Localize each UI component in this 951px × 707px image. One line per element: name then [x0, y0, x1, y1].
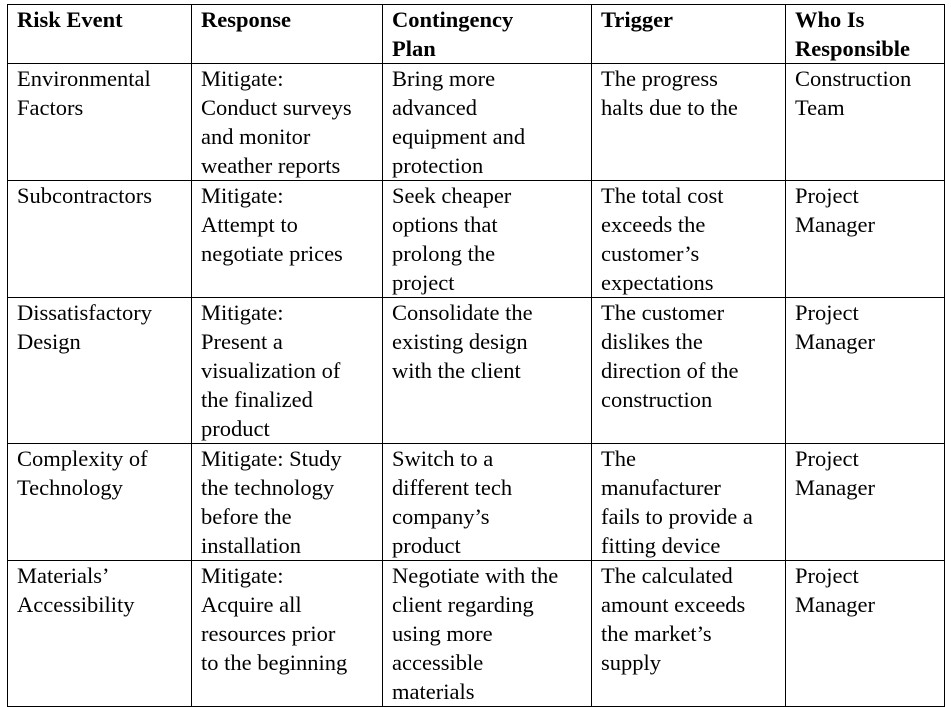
cell-response: Mitigate: Present a visualization of the finalized product: [192, 298, 383, 444]
cell-responsible: Project Manager: [786, 181, 945, 298]
header-contingency-plan: Contingency Plan: [383, 5, 592, 64]
cell-response: Mitigate: Attempt to negotiate prices: [192, 181, 383, 298]
cell-risk-event: Environmental Factors: [8, 64, 192, 181]
header-who-is-responsible: Who Is Responsible: [786, 5, 945, 64]
table-row: [8, 181, 945, 298]
table-header-row: [8, 5, 945, 64]
cell-trigger: The total cost exceeds the customer’s expectations: [592, 181, 786, 298]
header-trigger: Trigger: [592, 5, 786, 64]
cell-trigger: The calculated amount exceeds the market’s supply: [592, 561, 786, 707]
risk-table: [7, 4, 945, 707]
cell-trigger: The customer dislikes the direction of the construction: [592, 298, 786, 444]
header-response: Response: [192, 5, 383, 64]
header-risk-event: Risk Event: [8, 5, 192, 64]
cell-contingency-plan: Negotiate with the client regarding using more accessible materials: [383, 561, 592, 707]
cell-trigger: The progress halts due to the: [592, 64, 786, 181]
cell-responsible: Project Manager: [786, 561, 945, 707]
cell-response: Mitigate: Study the technology before the installation: [192, 444, 383, 561]
cell-risk-event: Subcontractors: [8, 181, 192, 298]
cell-risk-event: Dissatisfactory Design: [8, 298, 192, 444]
table-row: [8, 298, 945, 444]
cell-responsible: Project Manager: [786, 444, 945, 561]
cell-responsible: Construction Team: [786, 64, 945, 181]
cell-risk-event: Complexity of Technology: [8, 444, 192, 561]
cell-contingency-plan: Consolidate the existing design with the client: [383, 298, 592, 444]
cell-contingency-plan: Seek cheaper options that prolong the project: [383, 181, 592, 298]
table-row: [8, 444, 945, 561]
table-row: [8, 64, 945, 181]
cell-response: Mitigate: Acquire all resources prior to the beginning: [192, 561, 383, 707]
table-row: [8, 561, 945, 707]
cell-risk-event: Materials’ Accessibility: [8, 561, 192, 707]
cell-responsible: Project Manager: [786, 298, 945, 444]
cell-response: Mitigate: Conduct surveys and monitor weather reports: [192, 64, 383, 181]
cell-contingency-plan: Bring more advanced equipment and protection: [383, 64, 592, 181]
cell-contingency-plan: Switch to a different tech company’s product: [383, 444, 592, 561]
cell-trigger: The manufacturer fails to provide a fitting device: [592, 444, 786, 561]
